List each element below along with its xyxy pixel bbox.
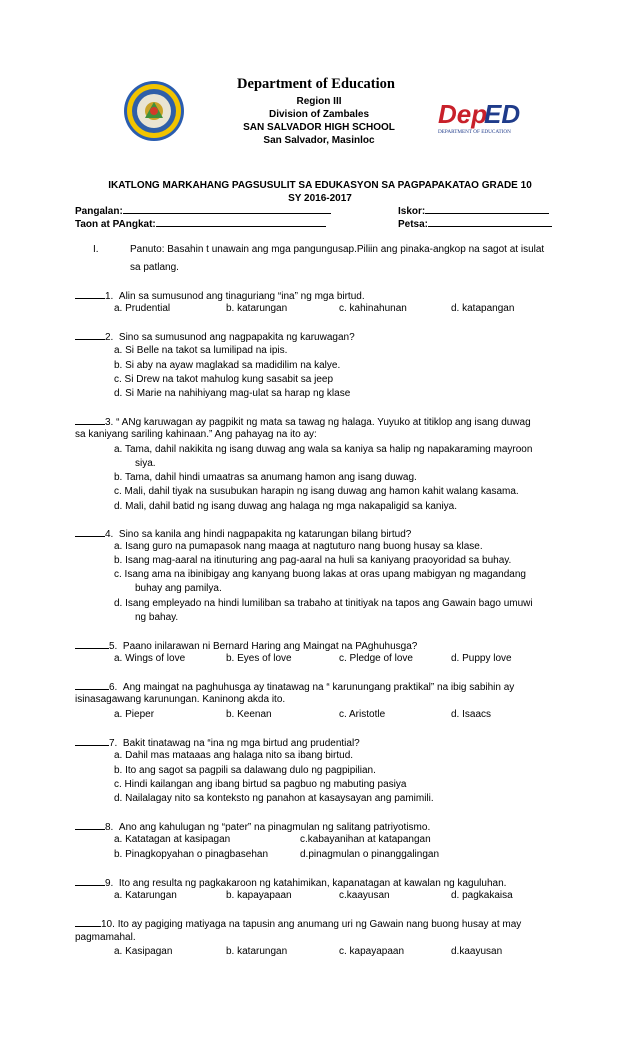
name-label: Pangalan:: [75, 206, 123, 217]
q2-option-b: b. Si aby na ayaw maglakad sa madidilim na kalye.: [114, 360, 341, 371]
q2-option-c: c. Si Drew na takot mahulog kung sasabit sa jeep: [114, 374, 334, 385]
q8-option-a: a. Katatagan at kasipagan: [114, 834, 231, 845]
question-9: 9. Ito ang resulta ng pagkakaroon ng katahimikan, kapanatagan at kawalan ng kaguluhan.: [75, 876, 506, 890]
answer-blank-5[interactable]: [75, 639, 109, 649]
svg-text:Dep: Dep: [438, 99, 488, 129]
score-field[interactable]: [398, 204, 549, 217]
exam-title: IKATLONG MARKAHANG PAGSUSULIT SA EDUKASYON SA PAGPAPAKATAO GRADE 10: [108, 180, 532, 191]
answer-blank-10[interactable]: [75, 917, 101, 927]
q4-option-a: a. Isang guro na pumapasok nang maaga at nagtuturo nang buong husay sa klase.: [114, 541, 483, 552]
q4-option-b: b. Isang mag-aaral na itinuturing ang pag-aaral na huli sa kaniyang praoyoridad sa buhay.: [114, 555, 512, 566]
q5-option-a: a. Wings of love: [114, 653, 186, 664]
q4-option-d: d. Isang empleyado na hindi lumiliban sa trabaho at tinitiyak na tapos ang Gawain bago umuwi: [114, 598, 533, 609]
q7-option-b: b. Ito ang sagot sa pagpili sa dalawang dulo ng pagpipilian.: [114, 765, 376, 776]
question-10-line-2: pagmamahal.: [75, 932, 136, 943]
answer-blank-9[interactable]: [75, 876, 105, 886]
answer-blank-8[interactable]: [75, 820, 105, 830]
q9-option-c: c.kaayusan: [339, 890, 390, 901]
q4-option-c: c. Isang ama na ibinibigay ang kanyang buong lakas at oras upang mabigyan ng magandang: [114, 569, 526, 580]
q10-option-c: c. kapayapaan: [339, 946, 405, 957]
q3-option-d: d. Mali, dahil batid ng isang duwag ang halaga ng mga nakapaligid sa kaniya.: [114, 501, 458, 512]
year-section-field[interactable]: [75, 217, 326, 230]
question-1: 1. Alin sa sumusunod ang tinaguriang “ina” ng mga birtud.: [75, 289, 365, 303]
q6-option-a: a. Pieper: [114, 709, 155, 720]
instructions-line-2: sa patlang.: [130, 262, 179, 273]
q10-option-d: d.kaayusan: [451, 946, 503, 957]
school-address: San Salvador, Masinloc: [263, 135, 375, 146]
q1-option-d: d. katapangan: [451, 303, 515, 314]
school-name: SAN SALVADOR HIGH SCHOOL: [243, 122, 395, 133]
date-field[interactable]: [398, 217, 552, 230]
answer-blank-6[interactable]: [75, 680, 109, 690]
region-line: Region III: [296, 96, 342, 107]
question-6-line-2: isinasagawang karunungan. Kaninong akda ito.: [75, 694, 286, 705]
q10-option-b: b. katarungan: [226, 946, 288, 957]
q9-option-b: b. kapayapaan: [226, 890, 292, 901]
question-4: 4. Sino sa kanila ang hindi nagpapakita ng katarungan bilang birtud?: [75, 527, 411, 541]
q7-option-d: d. Nailalagay nito sa konteksto ng panahon at kasaysayan ang pamimili.: [114, 793, 434, 804]
year-section-line[interactable]: [156, 217, 326, 227]
answer-blank-3[interactable]: [75, 415, 105, 425]
q3-option-b: b. Tama, dahil hindi umaatras sa anumang hamon ang isang duwag.: [114, 472, 417, 483]
question-7: 7. Bakit tinatawag na “ina ng mga birtud ang prudential?: [75, 736, 360, 750]
question-8: 8. Ano ang kahulugan ng “pater” na pinagmulan ng salitang patriyotismo.: [75, 820, 430, 834]
question-5: 5. Paano inilarawan ni Bernard Haring ang Maingat na PAghuhusga?: [75, 639, 417, 653]
q3-option-a-cont: siya.: [135, 458, 156, 469]
q2-option-d: d. Si Marie na nahihiyang mag-ulat sa harap ng klase: [114, 388, 351, 399]
q1-option-c: c. kahinahunan: [339, 303, 407, 314]
q4-option-d-cont: ng bahay.: [135, 612, 179, 623]
school-year: SY 2016-2017: [288, 193, 352, 204]
q6-option-c: c. Aristotle: [339, 709, 386, 720]
q4-option-c-cont: buhay ang pamilya.: [135, 583, 222, 594]
answer-blank-4[interactable]: [75, 527, 105, 537]
q6-option-d: d. Isaacs: [451, 709, 492, 720]
q1-option-b: b. katarungan: [226, 303, 288, 314]
q5-option-c: c. Pledge of love: [339, 653, 413, 664]
score-label: Iskor:: [398, 206, 426, 217]
date-line[interactable]: [428, 217, 552, 227]
question-3-line-2: sa kaniyang sariling kahinaan.” Ang pahayag na ito ay:: [75, 429, 317, 440]
instructions-line-1: Panuto: Basahin t unawain ang mga pangungusap.Piliin ang pinaka-angkop na sagot at isulat: [130, 244, 545, 255]
name-field[interactable]: [75, 204, 331, 217]
q8-option-b: b. Pinagkopyahan o pinagbasehan: [114, 849, 269, 860]
q5-option-d: d. Puppy love: [451, 653, 512, 664]
answer-blank-7[interactable]: [75, 736, 109, 746]
q9-option-a: a. Katarungan: [114, 890, 177, 901]
q1-option-a: a. Prudential: [114, 303, 171, 314]
svg-text:ED: ED: [484, 99, 521, 129]
answer-blank-1[interactable]: [75, 289, 105, 299]
q5-option-b: b. Eyes of love: [226, 653, 292, 664]
q8-option-c: c.kabayanihan at katapangan: [300, 834, 431, 845]
q8-option-d: d.pinagmulan o pinanggalingan: [300, 849, 440, 860]
svg-text:DEPARTMENT OF EDUCATION: DEPARTMENT OF EDUCATION: [438, 129, 511, 135]
q2-option-a: a. Si Belle na takot sa lumilipad na ipis.: [114, 345, 288, 356]
q7-option-c: c. Hindi kailangan ang ibang birtud sa pagbuo ng mabuting pasiya: [114, 779, 407, 790]
year-section-label: Taon at PAngkat:: [75, 219, 156, 230]
date-label: Petsa:: [398, 219, 429, 230]
instructions-numeral: I.: [93, 244, 99, 255]
department-title: Department of Education: [237, 76, 395, 92]
q3-option-a: a. Tama, dahil nakikita ng isang duwag ang wala sa kaniya sa halip ng napakaraming mayroon: [114, 444, 533, 455]
name-line[interactable]: [123, 204, 331, 214]
q6-option-b: b. Keenan: [226, 709, 272, 720]
q10-option-a: a. Kasipagan: [114, 946, 173, 957]
q7-option-a: a. Dahil mas mataaas ang halaga nito sa ibang birtud.: [114, 750, 354, 761]
question-2: 2. Sino sa sumusunod ang nagpapakita ng karuwagan?: [75, 330, 355, 344]
question-3: 3. “ ANg karuwagan ay pagpikit ng mata sa tawag ng halaga. Yuyuko at titiklop ang isang duwag: [75, 415, 531, 429]
q3-option-c: c. Mali, dahil tiyak na susubukan harapin ng isang duwag ang hamon kahit walang kasama.: [114, 486, 519, 497]
question-6: 6. Ang maingat na paghuhusga ay tinatawag na “ karunungang praktikal” na ibig sabihin ay: [75, 680, 514, 694]
q9-option-d: d. pagkakaisa: [451, 890, 513, 901]
division-line: Division of Zambales: [268, 109, 370, 120]
answer-blank-2[interactable]: [75, 330, 105, 340]
score-line[interactable]: [425, 204, 549, 214]
question-10: 10. Ito ay pagiging matiyaga na tapusin ang anumang uri ng Gawain nang buong husay at may: [75, 917, 521, 931]
